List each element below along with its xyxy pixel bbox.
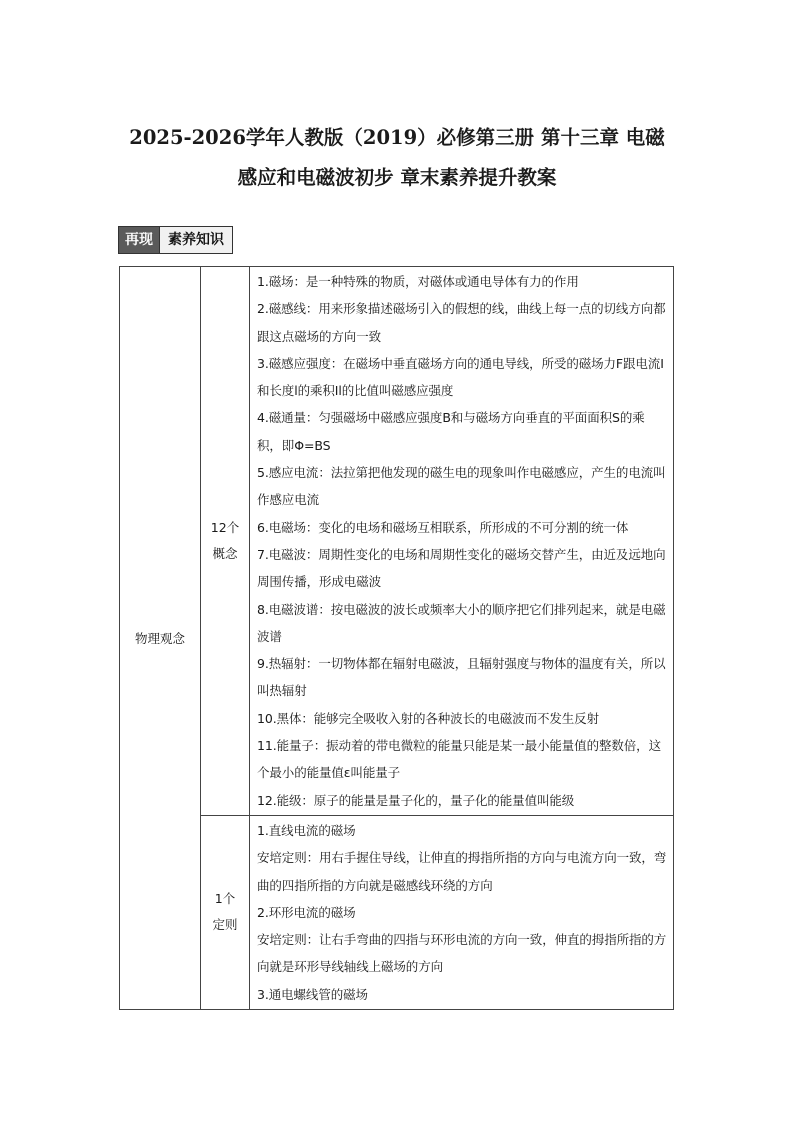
section-tag-dark: 再现	[119, 227, 159, 253]
list-item: 2.环形电流的磁场	[257, 904, 356, 920]
group-cell-concepts	[201, 267, 250, 816]
list-item: 安培定则：让右手弯曲的四指与环形电流的方向一致，伸直的拇指所指的方向就是环形导线轴线上磁场的方向	[257, 932, 667, 975]
list-item: 7.电磁波：周期性变化的电场和周期性变化的磁场交替产生，由近及远地向周围传播，形成电磁波	[257, 546, 666, 590]
list-item: 12.能级：原子的能量是量子化的，量子化的能量值叫能级	[257, 792, 575, 808]
category-cell	[120, 267, 201, 1010]
concepts-cell	[250, 267, 674, 816]
list-item: 6.电磁场：变化的电场和磁场互相联系，所形成的不可分割的统一体	[257, 519, 629, 535]
list-item: 11.能量子：振动着的带电微粒的能量只能是某一最小能量值的整数倍，这个最小的能量值ε叫能量子	[257, 738, 661, 781]
category-label: 物理观念	[134, 631, 185, 646]
group-label: 概念	[212, 545, 238, 561]
rules-cell	[250, 815, 674, 1009]
group-count: 1个	[214, 891, 236, 907]
list-item: 9.热辐射：一切物体都在辐射电磁波，且辐射强度与物体的温度有关，所以叫热辐射	[257, 656, 666, 699]
title-line-1: 2025-2026学年人教版（2019）必修第三册 第十三章 电磁	[129, 126, 665, 149]
list-item: 4.磁通量：匀强磁场中磁感应强度B和与磁场方向垂直的平面面积S的乘积，即Φ=BS	[257, 410, 645, 453]
document-title	[100, 118, 694, 198]
group-cell-rules	[201, 815, 250, 1009]
knowledge-table	[119, 266, 674, 1010]
list-item: 2.磁感线：用来形象描述磁场引入的假想的线，曲线上每一点的切线方向都跟这点磁场的方向一致	[257, 301, 666, 344]
list-item: 安培定则：用右手握住导线，让伸直的拇指所指的方向与电流方向一致，弯曲的四指所指的方向就是磁感线环绕的方向	[257, 850, 667, 893]
section-tag	[118, 226, 233, 254]
title-line-2: 感应和电磁波初步 章末素养提升教案	[237, 166, 557, 189]
list-item: 3.磁感应强度：在磁场中垂直磁场方向的通电导线，所受的磁场力F跟电流I和长度l的乘积Il的比值叫磁感应强度	[257, 355, 664, 399]
section-tag-light: 素养知识	[159, 227, 232, 253]
list-item: 3.通电螺线管的磁场	[257, 986, 368, 1002]
list-item: 1.磁场：是一种特殊的物质，对磁体或通电导体有力的作用	[257, 274, 579, 289]
group-label: 定则	[212, 917, 238, 933]
list-item: 1.直线电流的磁场	[257, 822, 356, 838]
list-item: 5.感应电流：法拉第把他发现的磁生电的现象叫作电磁感应，产生的电流叫作感应电流	[257, 465, 666, 508]
list-item: 10.黑体：能够完全吸收入射的各种波长的电磁波而不发生反射	[257, 710, 599, 726]
group-count: 12个	[210, 519, 240, 535]
table-row-concepts	[120, 267, 674, 816]
table-row-rules	[120, 815, 674, 1009]
list-item: 8.电磁波谱：按电磁波的波长或频率大小的顺序把它们排列起来，就是电磁波谱	[257, 601, 666, 644]
